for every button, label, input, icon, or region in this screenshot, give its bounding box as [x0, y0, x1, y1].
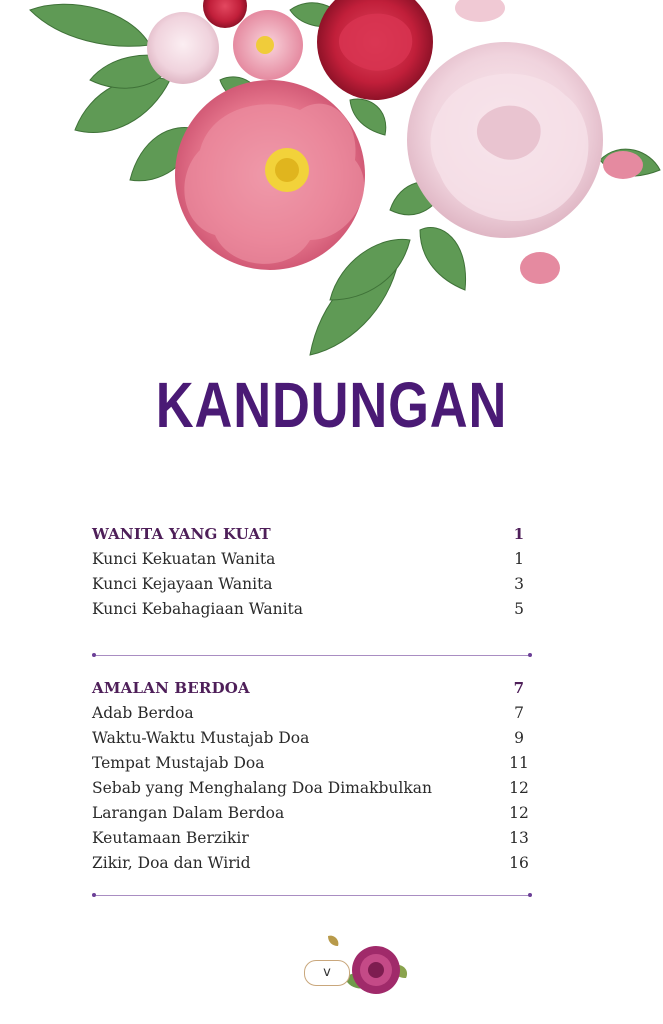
- toc-entry[interactable]: [92, 829, 532, 854]
- page-number: v: [304, 960, 350, 986]
- toc-entry-label: Kunci Kejayaan Wanita: [92, 575, 273, 593]
- toc-entry-label: Larangan Dalam Berdoa: [92, 804, 285, 822]
- floral-illustration: [0, 0, 663, 370]
- toc-section-heading[interactable]: [92, 525, 532, 550]
- toc-entry[interactable]: [92, 550, 532, 575]
- toc-entry[interactable]: [92, 804, 532, 829]
- section-heading-page: 1: [513, 525, 525, 543]
- toc-entry-page: 13: [509, 829, 529, 847]
- toc-section-heading[interactable]: [92, 679, 532, 704]
- toc-entry-page: 5: [514, 600, 524, 618]
- toc-entry-page: 16: [509, 854, 529, 872]
- toc-entry-label: Adab Berdoa: [92, 704, 194, 722]
- toc-section-2: [92, 679, 532, 879]
- toc-entry-label: Kunci Kekuatan Wanita: [92, 550, 276, 568]
- toc-entry-label: Sebab yang Menghalang Doa Dimakbulkan: [92, 779, 432, 797]
- section-heading-label: WANITA YANG KUAT: [92, 525, 271, 543]
- toc-entry-page: 1: [514, 550, 524, 568]
- toc-entry-page: 9: [514, 729, 524, 747]
- toc-entry-label: Waktu-Waktu Mustajab Doa: [92, 729, 310, 747]
- toc-entry-label: Kunci Kebahagiaan Wanita: [92, 600, 303, 618]
- toc-entry[interactable]: [92, 779, 532, 804]
- toc-entry-page: 12: [509, 804, 529, 822]
- section-divider: [92, 892, 532, 900]
- toc-entry[interactable]: [92, 575, 532, 600]
- page-title: KANDUNGAN: [155, 369, 508, 441]
- toc-entry-page: 3: [514, 575, 524, 593]
- toc-entry-page: 12: [509, 779, 529, 797]
- section-heading-label: AMALAN BERDOA: [92, 679, 250, 697]
- section-divider: [92, 652, 532, 660]
- toc-entry-page: 11: [509, 754, 529, 772]
- toc-entry-label: Tempat Mustajab Doa: [92, 754, 265, 772]
- toc-section-1: [92, 525, 532, 625]
- section-heading-page: 7: [513, 679, 525, 697]
- toc-entry[interactable]: [92, 754, 532, 779]
- toc-entry-label: Keutamaan Berzikir: [92, 829, 249, 847]
- toc-entry-label: Zikir, Doa dan Wirid: [92, 854, 251, 872]
- toc-entry[interactable]: [92, 854, 532, 879]
- toc-entry[interactable]: [92, 729, 532, 754]
- toc-entry[interactable]: [92, 600, 532, 625]
- toc-entry[interactable]: [92, 704, 532, 729]
- toc-entry-page: 7: [514, 704, 524, 722]
